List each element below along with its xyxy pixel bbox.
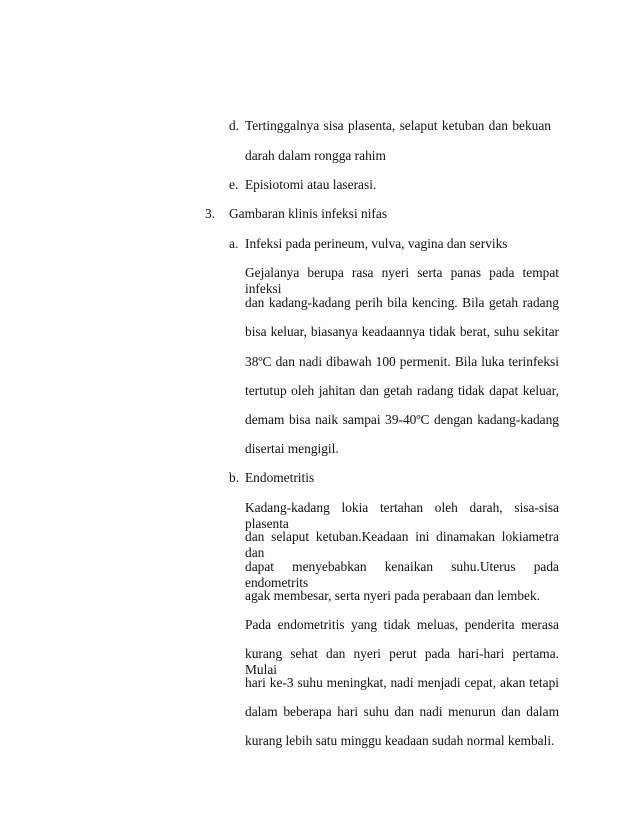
section-3-heading: Gambaran klinis infeksi nifas xyxy=(229,206,388,221)
item-e-text: Episiotomi atau laserasi. xyxy=(245,177,377,192)
para-b2-line-3: hari ke-3 suhu meningkat, nadi menjadi cepat, akan tetapi xyxy=(245,675,559,690)
list-marker-b: b. xyxy=(229,470,240,485)
para-b2-line-5: kurang lebih satu minggu keadaan sudah normal kembali. xyxy=(245,733,555,748)
para-a-line-3: bisa keluar, biasanya keadaannya tidak berat, suhu sekitar xyxy=(245,324,559,339)
subheading-a: Infeksi pada perineum, vulva, vagina dan serviks xyxy=(245,236,508,251)
para-b2-line-1: Pada endometritis yang tidak meluas, penderita merasa xyxy=(245,617,559,632)
item-d-line-2: darah dalam rongga rahim xyxy=(245,148,386,163)
para-b2-line-2: kurang sehat dan nyeri perut pada hari-hari pertama. Mulai xyxy=(245,646,559,677)
para-a-line-2: dan kadang-kadang perih bila kencing. Bila getah radang xyxy=(245,295,559,310)
para-b2-line-4: dalam beberapa hari suhu dan nadi menurun dan dalam xyxy=(245,704,559,719)
list-marker-a: a. xyxy=(229,236,239,251)
para-b1-line-3: dapat menyebabkan kenaikan suhu.Uterus pada endometrits xyxy=(245,559,559,590)
para-a-line-4: 38ºC dan nadi dibawah 100 permenit. Bila luka terinfeksi xyxy=(245,354,559,369)
para-a-line-1: Gejalanya berupa rasa nyeri serta panas pada tempat infeksi xyxy=(245,265,559,296)
para-a-line-5: tertutup oleh jahitan dan getah radang tidak dapat keluar, xyxy=(245,383,559,398)
item-d-line-1: Tertinggalnya sisa plasenta, selaput ketuban dan bekuan xyxy=(245,118,551,133)
para-b1-line-1: Kadang-kadang lokia tertahan oleh darah, sisa-sisa plasenta xyxy=(245,500,559,531)
section-3-marker: 3. xyxy=(205,206,216,221)
para-a-line-7: disertai mengigil. xyxy=(245,441,339,456)
list-marker-e: e. xyxy=(229,177,239,192)
para-b1-line-2: dan selaput ketuban.Keadaan ini dinamakan lokiametra dan xyxy=(245,529,559,560)
para-b1-line-4: agak membesar, serta nyeri pada perabaan dan lembek. xyxy=(245,588,541,603)
para-a-line-6: demam bisa naik sampai 39-40ºC dengan kadang-kadang xyxy=(245,412,559,427)
list-marker-d: d. xyxy=(229,118,240,133)
subheading-b: Endometritis xyxy=(245,470,315,485)
